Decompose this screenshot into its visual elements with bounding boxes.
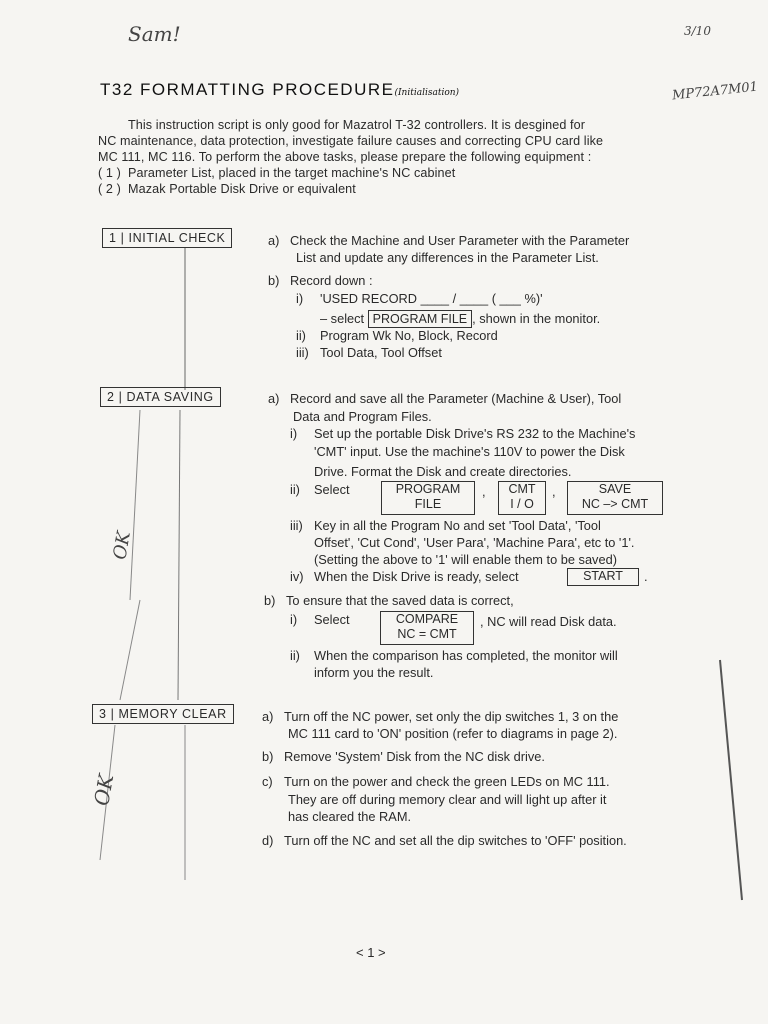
s2-item-a-iii: iii) Key in all the Program No and set 'Tool Data', 'Tool [290, 518, 601, 533]
s1-item-b-i-select: – select PROGRAM FILE , shown in the monitor. [320, 311, 601, 326]
handwritten-name: Sam! [128, 22, 181, 46]
margin-annotation: OK [109, 529, 135, 562]
title-annotation: (Initialisation) [394, 88, 460, 98]
s2-item-b: b) To ensure that the saved data is correct, [264, 593, 514, 608]
s2-item-a-i-cont: Drive. Format the Disk and create directories. [314, 464, 572, 479]
title-text: T32 FORMATTING PROCEDURE [100, 80, 395, 99]
s3-item-c-cont: They are off during memory clear and will light up after it [288, 792, 607, 807]
separator-comma: , [552, 484, 556, 499]
compare-nc-cmt-key[interactable]: COMPARE NC = CMT [380, 611, 474, 645]
s1-item-b: b) Record down : [268, 273, 373, 288]
intro-line: MC 111, MC 116. To perform the above tasks, please prepare the following equipment : [98, 150, 592, 164]
handwritten-date: 3/10 [684, 24, 711, 38]
s2-item-a-cont: Data and Program Files. [293, 409, 432, 424]
s2-item-a-i: i) Set up the portable Disk Drive's RS 232 to the Machine's [290, 426, 636, 441]
s3-item-a: a) Turn off the NC power, set only the dip switches 1, 3 on the [262, 709, 619, 724]
section-label-data-saving: 2 | DATA SAVING [100, 387, 221, 407]
s2-item-b-ii: ii) When the comparison has completed, the monitor will [290, 648, 618, 663]
s1-item-b-i: i) 'USED RECORD ____ / ____ ( ___ %)' [296, 291, 543, 306]
s2-item-a-iii-cont: (Setting the above to '1' will enable them to be saved) [314, 552, 617, 567]
section-label-initial-check: 1 | INITIAL CHECK [102, 228, 232, 248]
save-nc-cmt-key[interactable]: SAVE NC –> CMT [567, 481, 663, 515]
s2-item-b-ii-cont: inform you the result. [314, 665, 434, 680]
s2-item-a-iii-cont: Offset', 'Cut Cond', 'User Para', 'Machine Para', etc to '1'. [314, 535, 635, 550]
s3-item-c: c) Turn on the power and check the green LEDs on MC 111. [262, 774, 610, 789]
s1-item-a: a) Check the Machine and User Parameter with the Parameter [268, 233, 630, 248]
s3-item-d: d) Turn off the NC and set all the dip switches to 'OFF' position. [262, 833, 627, 848]
cmt-io-key[interactable]: CMT I / O [498, 481, 546, 515]
s2-item-b-i-post: , NC will read Disk data. [480, 614, 617, 629]
s1-item-a-cont: List and update any differences in the Parameter List. [296, 250, 599, 265]
equipment-item-2: ( 2 ) Mazak Portable Disk Drive or equivalent [98, 182, 356, 196]
separator-comma: , [482, 484, 486, 499]
handwritten-code: MP72A7M01 [671, 79, 759, 104]
period: . [644, 569, 648, 584]
equipment-item-1: ( 1 ) Parameter List, placed in the target machine's NC cabinet [98, 166, 456, 180]
s2-item-a-i-cont: 'CMT' input. Use the machine's 110V to power the Disk [314, 444, 625, 459]
s3-item-a-cont: MC 111 card to 'ON' position (refer to diagrams in page 2). [288, 726, 618, 741]
s2-item-a: a) Record and save all the Parameter (Machine & User), Tool [268, 391, 622, 406]
intro-line: This instruction script is only good for Mazatrol T-32 controllers. It is desgined for [128, 118, 586, 132]
s2-item-a-iv: iv) When the Disk Drive is ready, select [290, 569, 519, 584]
program-file-key[interactable]: PROGRAM FILE [381, 481, 475, 515]
s1-item-b-ii: ii) Program Wk No, Block, Record [296, 328, 498, 343]
intro-line: NC maintenance, data protection, investigate failure causes and correcting CPU card like [98, 134, 604, 148]
s2-item-a-ii: ii) Select [290, 482, 350, 497]
page-number: < 1 > [356, 945, 386, 960]
margin-annotation: OK [89, 772, 119, 808]
start-key[interactable]: START [567, 568, 639, 586]
s3-item-b: b) Remove 'System' Disk from the NC disk drive. [262, 749, 545, 764]
s1-item-b-iii: iii) Tool Data, Tool Offset [296, 345, 442, 360]
section-label-memory-clear: 3 | MEMORY CLEAR [92, 704, 234, 724]
s2-item-b-i: i) Select [290, 612, 350, 627]
s3-item-c-cont: has cleared the RAM. [288, 809, 412, 824]
program-file-key[interactable]: PROGRAM FILE [368, 310, 472, 328]
